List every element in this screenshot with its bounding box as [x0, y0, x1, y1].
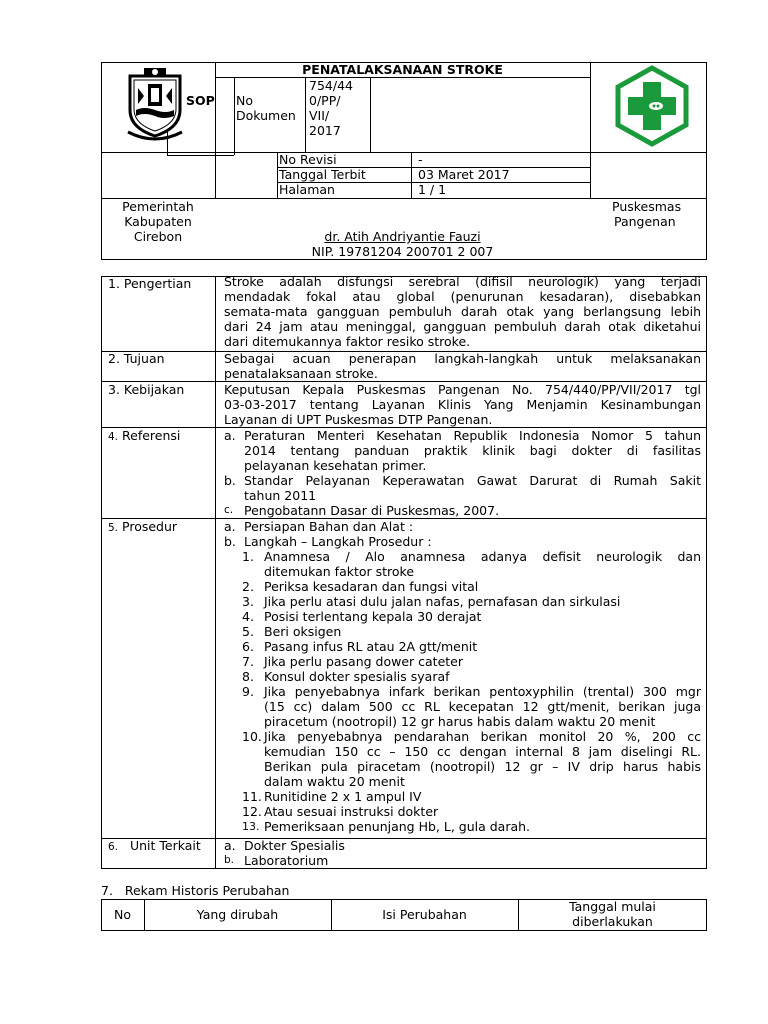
- step-number: 6.: [242, 639, 254, 654]
- puskesmas-logo: [612, 64, 692, 148]
- step-text: Atau sesuai instruksi dokter: [264, 804, 439, 819]
- pengertian-text: Stroke adalah disfungsi serebral (difisil neurologik) yang terjadi mendadak fokal atau global (penurunan kesadaran), disebabkan semata-mata gangguan pembuluh darah otak yang berlangsung lebih dari 24 jam atau meninggal, gangguan pembuluh darah otak diketahui dari ditemukannya faktor resiko stroke.: [224, 274, 701, 349]
- step-text: Pemeriksaan penunjang Hb, L, gula darah.: [264, 819, 531, 834]
- col-no: No: [114, 907, 131, 922]
- step-text: Posisi terlentang kepala 30 derajat: [264, 609, 482, 624]
- step-text: Beri oksigen: [264, 624, 342, 639]
- step-number: 10.: [242, 729, 262, 744]
- tanggal-terbit-value: 03 Maret 2017: [418, 167, 510, 182]
- step-number: 7.: [242, 654, 254, 669]
- step-number: 4.: [242, 609, 254, 624]
- step-number: 9.: [242, 684, 254, 699]
- step-text: Pasang infus RL atau 2A gtt/menit: [264, 639, 478, 654]
- step-text: Jika penyebabnya pendarahan berikan monitol 20 %, 200 cc kemudian 150 cc – 150 cc dengan internal 8 jam diselingi RL. Berikan pula piracetam (nootropil) 12 gr – IV drip harus habis dalam waktu 20 menit: [264, 729, 701, 789]
- section-label-unit-terkait: 6. Unit Terkait: [108, 838, 201, 853]
- step-text: Jika perlu pasang dower cateter: [264, 654, 464, 669]
- no-revisi-label: No Revisi: [279, 152, 337, 167]
- step-text: Jika perlu atasi dulu jalan nafas, pernafasan dan sirkulasi: [264, 594, 621, 609]
- signer-name: dr. Atih Andriyantie Fauzi: [324, 229, 481, 244]
- signer-nip: NIP. 19781204 200701 2 007: [311, 244, 494, 259]
- step-text: Periksa kesadaran dan fungsi vital: [264, 579, 479, 594]
- col-yang-dirubah: Yang dirubah: [196, 907, 279, 922]
- document-title: PENATALAKSANAAN STROKE: [302, 62, 503, 77]
- step-number: 1.: [242, 549, 254, 564]
- step-text: Runitidine 2 x 1 ampul IV: [264, 789, 422, 804]
- rekam-historis-title: 7. Rekam Historis Perubahan: [101, 883, 290, 898]
- step-number: 11.: [242, 789, 262, 804]
- step-text: Anamnesa / Alo anamnesa adanya defisit neurologik dan ditemukan faktor stroke: [264, 549, 701, 579]
- section-label-kebijakan: 3. Kebijakan: [108, 382, 185, 397]
- step-number: 2.: [242, 579, 254, 594]
- tujuan-text: Sebagai acuan penerapan langkah-langkah untuk melaksanakan penatalaksanaan stroke.: [224, 351, 701, 381]
- section-label-pengertian: 1. Pengertian: [108, 276, 192, 291]
- step-text: Jika penyebabnya infark berikan pentoxyphilin (trental) 300 mgr (15 cc) dalam 500 cc RL kecepatan 12 gtt/menit, berikan juga piracetum (nootropil) 12 gr harus habis dalam waktu 20 menit: [264, 684, 701, 729]
- regency-logo: [124, 66, 186, 142]
- step-text: Konsul dokter spesialis syaraf: [264, 669, 450, 684]
- section-label-prosedur: 5. Prosedur: [108, 519, 178, 534]
- halaman-label: Halaman: [279, 182, 335, 197]
- halaman-value: 1 / 1: [418, 182, 447, 197]
- step-number: 5.: [242, 624, 254, 639]
- section-label-referensi: 4. Referensi: [108, 428, 181, 443]
- step-number: 3.: [242, 594, 254, 609]
- sop-label: SOP: [186, 93, 215, 108]
- section-label-tujuan: 2. Tujuan: [108, 351, 165, 366]
- no-dokumen-label: No Dokumen: [236, 93, 296, 123]
- tanggal-terbit-label: Tanggal Terbit: [279, 167, 366, 182]
- step-number: 13.: [242, 820, 260, 833]
- step-number: 8.: [242, 669, 254, 684]
- col-tanggal-mulai: Tanggal mulai diberlakukan: [569, 899, 656, 929]
- col-isi-perubahan: Isi Perubahan: [382, 907, 467, 922]
- kebijakan-text: Keputusan Kepala Puskesmas Pangenan No. 754/440/PP/VII/2017 tgl 03-03-2017 tentang Layanan Klinis Yang Menjamin Kesinambungan Layanan di UPT Puskesmas DTP Pangenan.: [224, 382, 701, 427]
- no-revisi-value: -: [418, 152, 423, 167]
- step-number: 12.: [242, 804, 262, 819]
